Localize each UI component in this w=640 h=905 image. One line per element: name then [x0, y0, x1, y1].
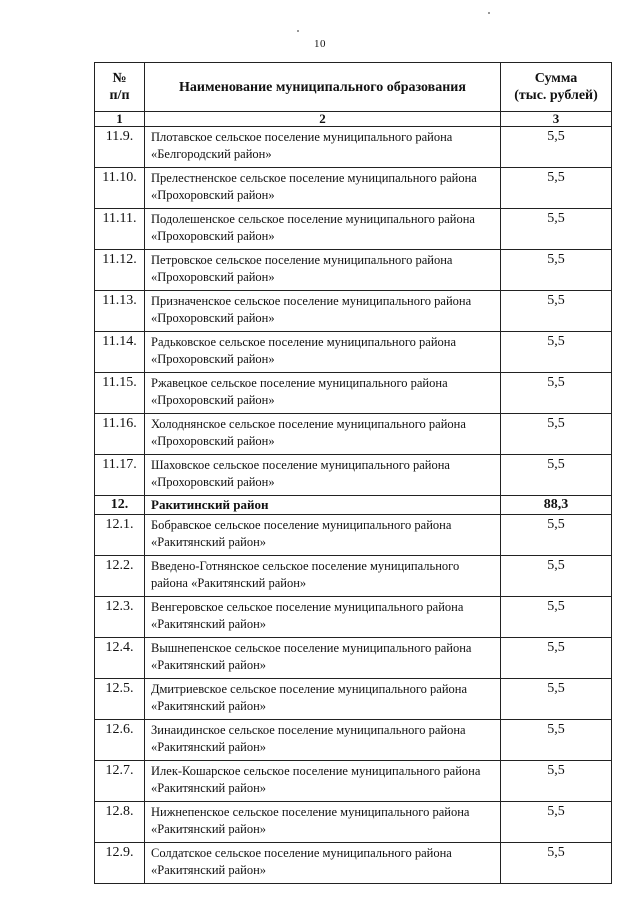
header-num-line2: п/п: [109, 88, 130, 103]
row-name: Подолешенское сельское поселение муниципального района «Прохоровский район»: [145, 209, 501, 250]
header-sum-line1: Сумма: [534, 71, 578, 86]
column-number-3: 3: [501, 112, 612, 127]
row-name: Призначенское сельское поселение муниципального района «Прохоровский район»: [145, 291, 501, 332]
table-row: [95, 373, 612, 414]
row-sum: 5,5: [501, 638, 612, 679]
row-number: 11.14.: [95, 332, 145, 373]
table-body: [95, 127, 612, 884]
row-number: 12.7.: [95, 761, 145, 802]
row-sum: 5,5: [501, 679, 612, 720]
table-row: [95, 168, 612, 209]
row-number: 12.1.: [95, 515, 145, 556]
row-sum: 5,5: [501, 455, 612, 496]
row-number: 11.9.: [95, 127, 145, 168]
page-number: 10: [314, 38, 326, 50]
header-name: Наименование муниципального образования: [145, 63, 501, 112]
row-sum: 5,5: [501, 802, 612, 843]
row-name: Солдатское сельское поселение муниципального района «Ракитянский район»: [145, 843, 501, 884]
table-row: [95, 127, 612, 168]
row-name: Вышнепенское сельское поселение муниципального района «Ракитянский район»: [145, 638, 501, 679]
column-number-1: 1: [95, 112, 145, 127]
column-number-2: 2: [145, 112, 501, 127]
row-name: Бобравское сельское поселение муниципального района «Ракитянский район»: [145, 515, 501, 556]
row-sum: 5,5: [501, 597, 612, 638]
header-sum-line2: (тыс. рублей): [514, 88, 598, 103]
column-number-row: [95, 112, 612, 127]
row-number: 11.12.: [95, 250, 145, 291]
table-row: [95, 679, 612, 720]
row-name: Радьковское сельское поселение муниципального района «Прохоровский район»: [145, 332, 501, 373]
row-number: 11.10.: [95, 168, 145, 209]
row-sum: 5,5: [501, 843, 612, 884]
table-row: [95, 332, 612, 373]
scan-speck: [297, 30, 299, 32]
row-number: 12.: [95, 496, 145, 515]
row-sum: 5,5: [501, 127, 612, 168]
row-name: Нижнепенское сельское поселение муниципального района «Ракитянский район»: [145, 802, 501, 843]
scan-speck: [488, 12, 490, 14]
table-row: [95, 209, 612, 250]
row-name: Ракитинский район: [145, 496, 501, 515]
row-name: Введено-Готнянское сельское поселение муниципального района «Ракитянский район»: [145, 556, 501, 597]
row-sum: 5,5: [501, 373, 612, 414]
table-row: [95, 802, 612, 843]
table-row: [95, 638, 612, 679]
header-sum: [501, 63, 612, 112]
row-number: 11.17.: [95, 455, 145, 496]
row-sum: 5,5: [501, 761, 612, 802]
row-sum: 88,3: [501, 496, 612, 515]
table-row: [95, 250, 612, 291]
table-row: [95, 414, 612, 455]
row-number: 12.2.: [95, 556, 145, 597]
row-sum: 5,5: [501, 250, 612, 291]
row-name: Петровское сельское поселение муниципального района «Прохоровский район»: [145, 250, 501, 291]
row-name: Венгеровское сельское поселение муниципального района «Ракитянский район»: [145, 597, 501, 638]
row-sum: 5,5: [501, 332, 612, 373]
table-header-row: [95, 63, 612, 112]
row-number: 12.5.: [95, 679, 145, 720]
row-sum: 5,5: [501, 209, 612, 250]
row-name: Холоднянское сельское поселение муниципального района «Прохоровский район»: [145, 414, 501, 455]
table-row: [95, 761, 612, 802]
row-sum: 5,5: [501, 556, 612, 597]
allocation-table: [94, 62, 612, 884]
table-row: [95, 720, 612, 761]
row-sum: 5,5: [501, 168, 612, 209]
district-row: [95, 496, 612, 515]
table-row: [95, 597, 612, 638]
row-name: Шаховское сельское поселение муниципального района «Прохоровский район»: [145, 455, 501, 496]
row-name: Илек-Кошарское сельское поселение муниципального района «Ракитянский район»: [145, 761, 501, 802]
row-number: 11.11.: [95, 209, 145, 250]
row-number: 11.15.: [95, 373, 145, 414]
table-row: [95, 556, 612, 597]
row-number: 12.3.: [95, 597, 145, 638]
row-number: 12.8.: [95, 802, 145, 843]
row-number: 12.9.: [95, 843, 145, 884]
row-name: Дмитриевское сельское поселение муниципального района «Ракитянский район»: [145, 679, 501, 720]
row-number: 11.13.: [95, 291, 145, 332]
row-number: 11.16.: [95, 414, 145, 455]
row-sum: 5,5: [501, 720, 612, 761]
row-name: Зинаидинское сельское поселение муниципального района «Ракитянский район»: [145, 720, 501, 761]
table-row: [95, 291, 612, 332]
header-num: [95, 63, 145, 112]
row-name: Прелестненское сельское поселение муниципального района «Прохоровский район»: [145, 168, 501, 209]
row-number: 12.6.: [95, 720, 145, 761]
row-name: Ржавецкое сельское поселение муниципального района «Прохоровский район»: [145, 373, 501, 414]
table-row: [95, 515, 612, 556]
row-sum: 5,5: [501, 515, 612, 556]
table-row: [95, 455, 612, 496]
row-sum: 5,5: [501, 414, 612, 455]
header-num-line1: №: [112, 71, 127, 86]
table-row: [95, 843, 612, 884]
row-name: Плотавское сельское поселение муниципального района «Белгородский район»: [145, 127, 501, 168]
row-sum: 5,5: [501, 291, 612, 332]
row-number: 12.4.: [95, 638, 145, 679]
